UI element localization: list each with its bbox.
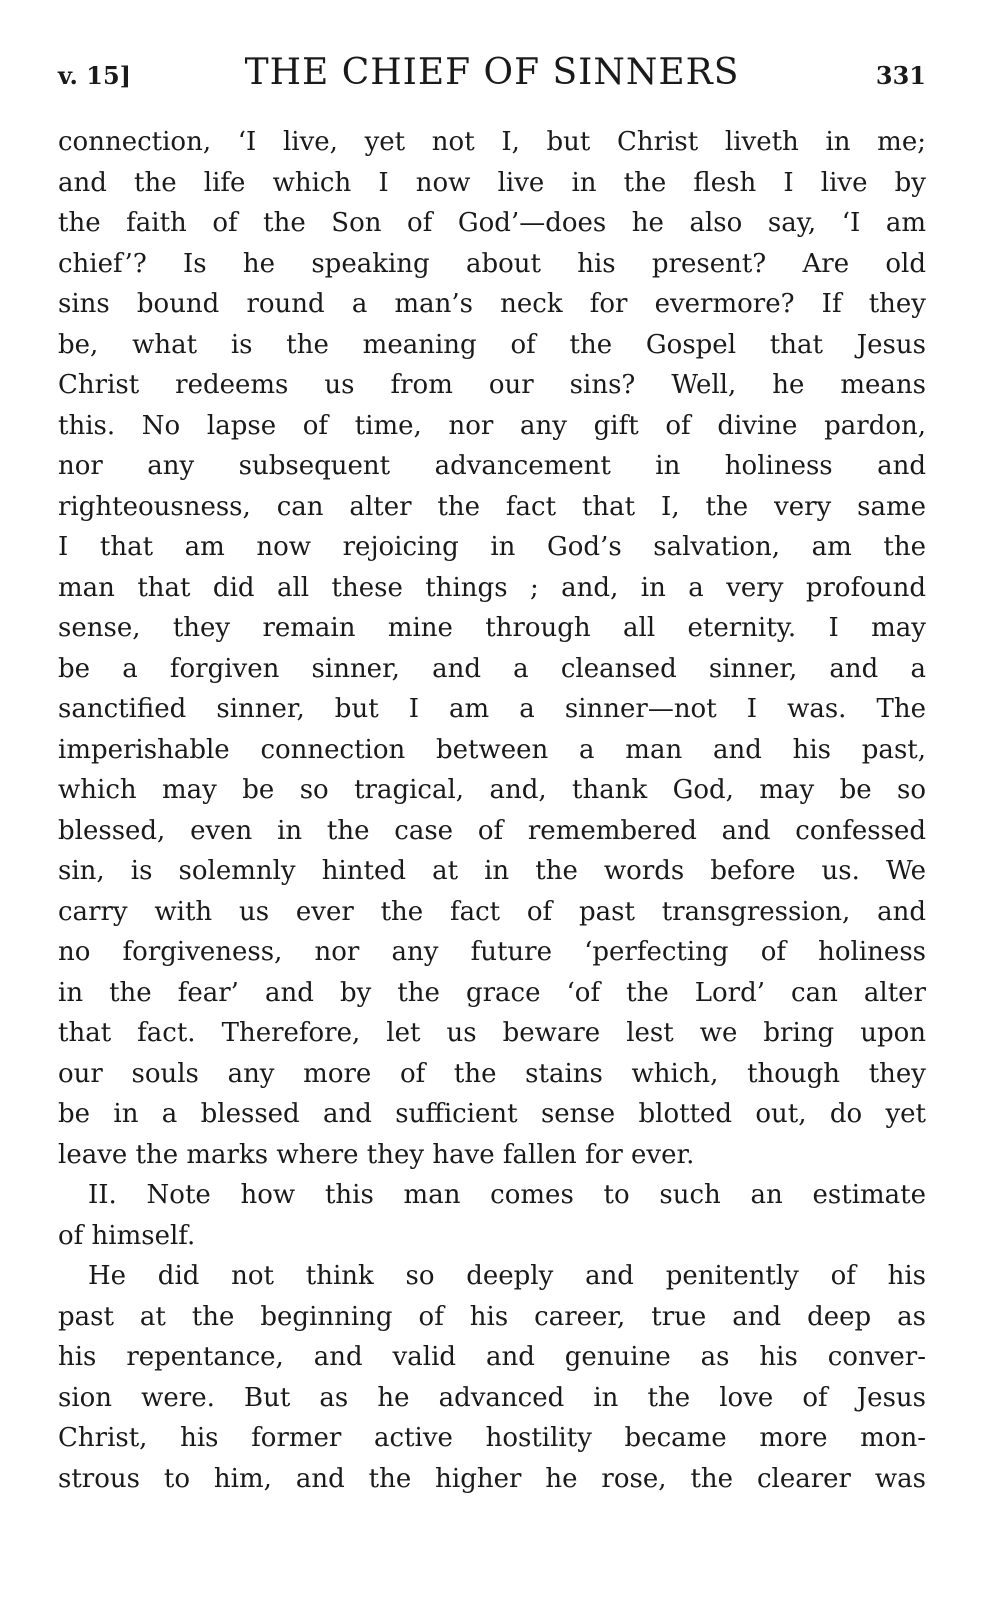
- text-line: our souls any more of the stains which, though they: [58, 1058, 926, 1089]
- running-title: THE CHIEF OF SINNERS: [244, 52, 740, 93]
- text-line: II. Note how this man comes to such an estimate: [88, 1180, 926, 1210]
- text-line: righteousness, can alter the fact that I, the very same: [58, 491, 926, 522]
- text-line: nor any subsequent advancement in holiness and: [58, 451, 926, 481]
- page-number: 331: [875, 61, 926, 90]
- body-text: [58, 122, 926, 1499]
- text-line: that fact. Therefore, let us beware lest we bring upon: [58, 1018, 926, 1048]
- text-line: be a forgiven sinner, and a cleansed sinner, and a: [58, 653, 926, 684]
- paragraph: [58, 1256, 926, 1499]
- text-line: chief’? Is he speaking about his present? Are old: [58, 248, 926, 279]
- text-line: sin, is solemnly hinted at in the words before us. We: [58, 856, 926, 886]
- text-line: be, what is the meaning of the Gospel that Jesus: [58, 329, 926, 360]
- text-line: this. No lapse of time, nor any gift of divine pardon,: [58, 410, 926, 441]
- text-line: sion were. But as he advanced in the love of Jesus: [58, 1382, 926, 1413]
- text-line: leave the marks where they have fallen for ever.: [58, 1139, 695, 1170]
- running-header: [58, 52, 926, 114]
- text-line: carry with us ever the fact of past transgression, and: [58, 896, 926, 927]
- text-line: Christ redeems us from our sins? Well, he means: [58, 370, 926, 400]
- text-line: man that did all these things ; and, in a very profound: [58, 572, 926, 603]
- paragraph: [58, 1175, 926, 1256]
- paragraph: [58, 122, 926, 1175]
- text-line: and the life which I now live in the flesh I live by: [58, 167, 926, 198]
- text-line: strous to him, and the higher he rose, the clearer was: [58, 1463, 926, 1494]
- text-line: blessed, even in the case of remembered and confessed: [58, 815, 926, 846]
- text-line: He did not think so deeply and penitently of his: [88, 1261, 926, 1291]
- text-line: no forgiveness, nor any future ‘perfecting of holiness: [58, 937, 926, 967]
- text-line: of himself.: [58, 1220, 196, 1251]
- text-line: sense, they remain mine through all eternity. I may: [58, 613, 926, 643]
- text-line: I that am now rejoicing in God’s salvation, am the: [58, 532, 926, 562]
- text-line: sanctified sinner, but I am a sinner—not I was. The: [58, 694, 926, 724]
- text-line: which may be so tragical, and, thank God, may be so: [58, 775, 926, 805]
- text-line: past at the beginning of his career, true and deep as: [58, 1301, 926, 1332]
- text-line: sins bound round a man’s neck for evermore? If they: [58, 289, 926, 319]
- text-line: be in a blessed and sufficient sense blotted out, do yet: [58, 1099, 926, 1129]
- text-line: imperishable connection between a man and his past,: [58, 734, 926, 765]
- book-page: [58, 52, 926, 1499]
- text-line: connection, ‘I live, yet not I, but Christ liveth in me;: [58, 127, 926, 157]
- text-line: his repentance, and valid and genuine as his conver-: [58, 1342, 926, 1372]
- text-line: the faith of the Son of God’—does he also say, ‘I am: [58, 208, 926, 238]
- verse-reference: v. 15]: [58, 61, 131, 90]
- text-line: Christ, his former active hostility became more mon-: [58, 1423, 926, 1453]
- text-line: in the fear’ and by the grace ‘of the Lord’ can alter: [58, 977, 926, 1008]
